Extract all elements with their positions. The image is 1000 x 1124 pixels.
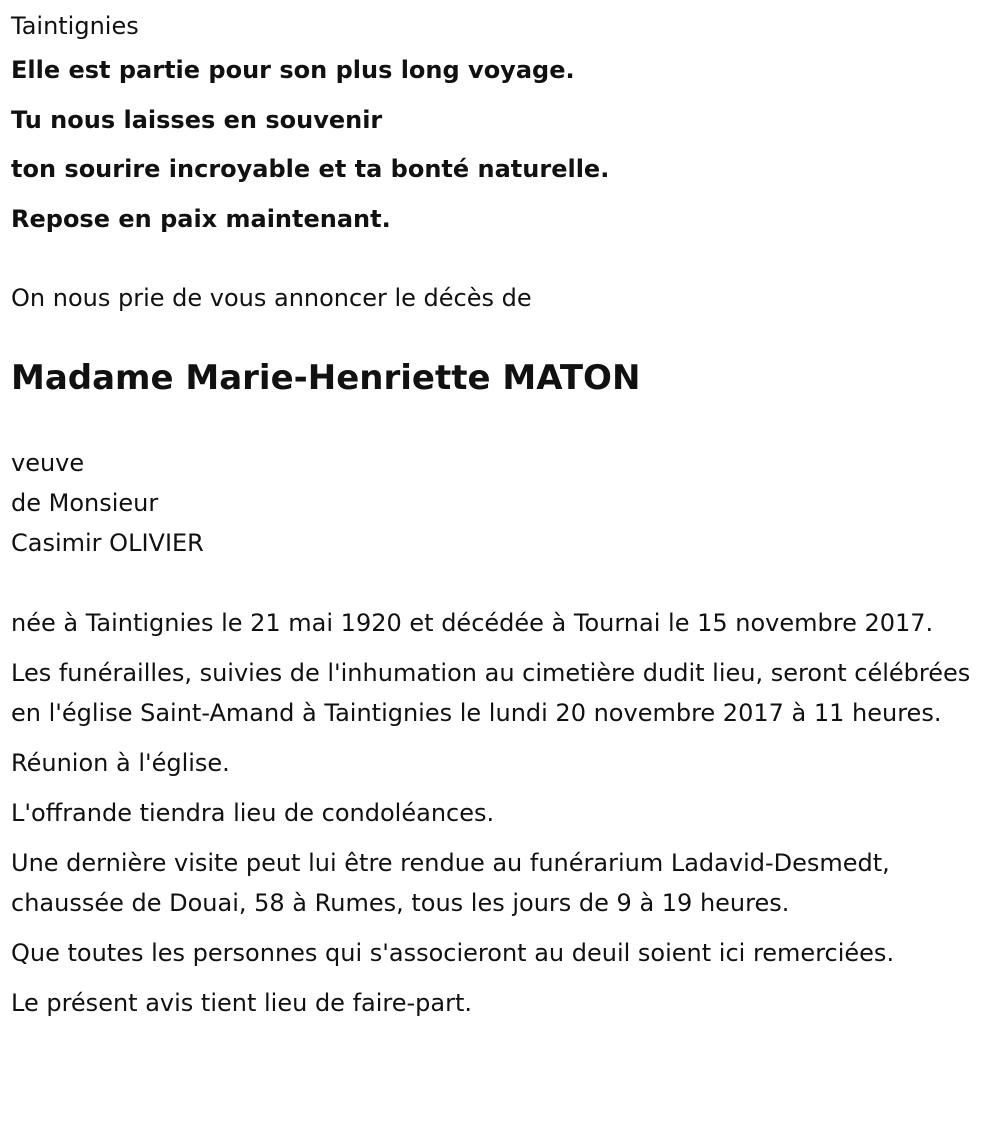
deceased-name: Madame Marie-Henriette MATON — [11, 358, 641, 398]
verse-line: ton sourire incroyable et ta bonté naturelle. — [11, 155, 610, 183]
meeting-place: Réunion à l'église. — [11, 749, 230, 777]
thanks-note: Que toutes les personnes qui s'associeront au deuil soient ici remerciées. — [11, 939, 895, 967]
widow-of — [11, 443, 996, 563]
birth-death-dates: née à Taintignies le 21 mai 1920 et décédée à Tournai le 15 novembre 2017. — [11, 609, 934, 637]
verse-line: Tu nous laisses en souvenir — [11, 105, 383, 134]
final-visit-details: Une dernière visite peut lui être rendue au funérarium Ladavid-Desmedt, chaussée de Douai, 58 à Rumes, tous les jours de 9 à 19 heures. — [11, 849, 890, 917]
notice-status: Le présent avis tient lieu de faire-part. — [11, 989, 473, 1017]
funeral-details: Les funérailles, suivies de l'inhumation au cimetière dudit lieu, seront célébrées en l'église Saint-Amand à Taintignies le lundi 20 novembre 2017 à 11 heures. — [11, 659, 971, 727]
place-name: Taintignies — [11, 12, 139, 40]
offering-note: L'offrande tiendra lieu de condoléances. — [11, 799, 495, 827]
verse-line: Elle est partie pour son plus long voyage. — [11, 56, 575, 84]
widow-line: Casimir OLIVIER — [11, 529, 204, 557]
verse-line: Repose en paix maintenant. — [11, 204, 391, 233]
widow-line: veuve — [11, 449, 85, 477]
announcement-intro: On nous prie de vous annoncer le décès de — [11, 284, 532, 312]
death-notice — [11, 0, 996, 1023]
memorial-verse — [11, 46, 996, 244]
widow-line: de Monsieur — [11, 489, 159, 517]
